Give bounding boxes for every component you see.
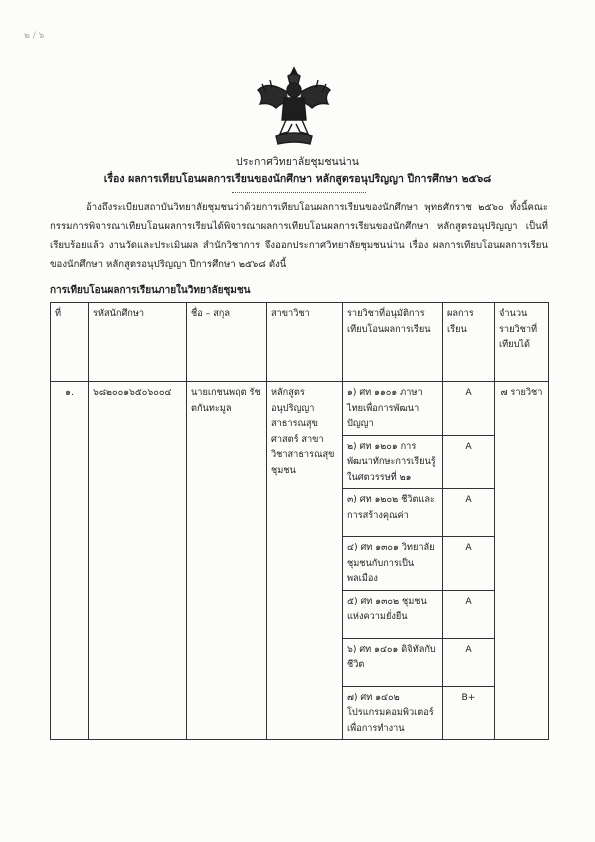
student-program: หลักสูตรอนุปริญญา สาธารณสุขศาสตร์ สาขาวิชาสาธารณสุขชุมชน: [267, 382, 343, 740]
grade-cell: A: [443, 382, 495, 436]
header-student-id: รหัสนักศึกษา: [89, 303, 187, 382]
header-name: ชื่อ – สกุล: [187, 303, 267, 382]
dotted-divider: [232, 192, 366, 193]
header-course: รายวิชาที่อนุมัติการเทียบโอนผลการเรียน: [343, 303, 443, 382]
course-cell: ๗) ศท ๑๔๐๒ โปรแกรมคอมพิวเตอร์เพื่อการทำงาน: [343, 686, 443, 740]
garuda-emblem-icon: [254, 62, 334, 150]
course-cell: ๔) ศท ๑๓๐๑ วิทยาลัยชุมชนกับการเป็นพลเมือง: [343, 537, 443, 591]
course-cell: ๒) ศท ๑๒๐๑ การพัฒนาทักษะการเรียนรู้ในศตวรรษที่ ๒๑: [343, 435, 443, 489]
announcement-body: อ้างถึงระเบียบสถาบันวิทยาลัยชุมชนว่าด้วยการเทียบโอนผลการเรียนของนักศึกษา พุทธศักราช ๒๕๖๐ ทั้งนี้คณะกรรมการพิจารณาเทียบโอนผลการเรียนได้พิจารณาผลการเทียบโอนผลการเรียนของนักศึกษา หลักสูตรอนุปริญญา เป็นที่เรียบร้อยแล้ว งานวัดและประเมินผล สำนักวิชาการ จึงออกประกาศวิทยาลัยชุมชนน่าน เรื่อง ผลการเทียบโอนผลการเรียนของนักศึกษา หลักสูตรอนุปริญญา ปีการศึกษา ๒๕๖๘ ดังนี้: [50, 202, 548, 270]
header-no: ที่: [51, 303, 89, 382]
grade-cell: A: [443, 435, 495, 489]
grade-cell: A: [443, 489, 495, 537]
transfer-results-table: [50, 302, 549, 740]
grade-cell: A: [443, 537, 495, 591]
student-name: นายเกชนพฤต รัชตกันทะมูล: [187, 382, 267, 740]
grade-cell: A: [443, 590, 495, 638]
header-count: จำนวนรายวิชาที่เทียบได้: [495, 303, 549, 382]
page-number-mark: ๒ / ๖: [24, 31, 45, 41]
course-cell: ๕) ศท ๑๓๐๒ ชุมชนแห่งความยั่งยืน: [343, 590, 443, 638]
grade-cell: B+: [443, 686, 495, 740]
announcement-subject: เรื่อง ผลการเทียบโอนผลการเรียนของนักศึกษา หลักสูตรอนุปริญญา ปีการศึกษา ๒๕๖๘: [103, 173, 492, 185]
table-row: [51, 382, 549, 436]
header-grade: ผลการเรียน: [443, 303, 495, 382]
course-cell: ๖) ศท ๑๔๐๑ ดิจิทัลกับชีวิต: [343, 638, 443, 686]
grade-cell: A: [443, 638, 495, 686]
course-cell: ๑) ศท ๑๑๐๑ ภาษาไทยเพื่อการพัฒนาปัญญา: [343, 382, 443, 436]
course-count: ๗ รายวิชา: [495, 382, 549, 740]
header-program: สาขาวิชา: [267, 303, 343, 382]
student-id: ๖๘๒๐๐๑๖๕๐๖๐๐๔: [89, 382, 187, 740]
student-no: ๑.: [51, 382, 89, 740]
section-title: การเทียบโอนผลการเรียนภายในวิทยาลัยชุมชน: [50, 285, 251, 296]
announcement-title: ประกาศวิทยาลัยชุมชนน่าน: [236, 156, 359, 168]
course-cell: ๓) ศท ๑๒๐๒ ชีวิตและการสร้างคุณค่า: [343, 489, 443, 537]
table-header-row: [51, 303, 549, 382]
